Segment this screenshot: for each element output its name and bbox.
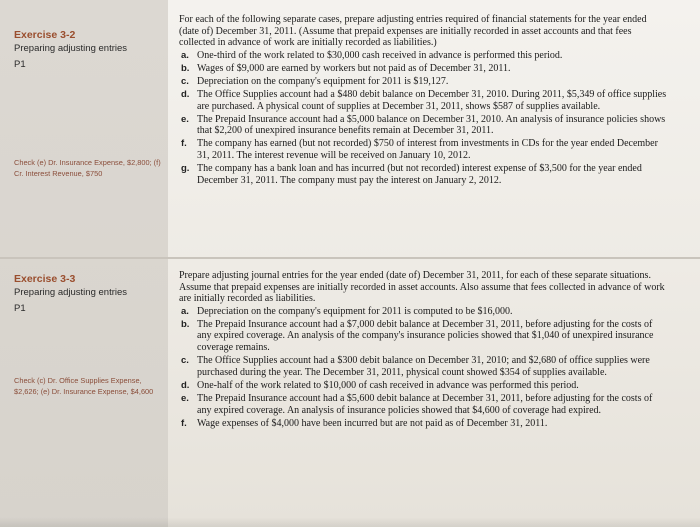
exercise-3-2-check: Check (e) Dr. Insurance Expense, $2,800; (f) Cr. Interest Revenue, $750 (14, 158, 161, 178)
item-text: One-third of the work related to $30,000 cash received in advance is performed this period. (197, 49, 563, 61)
exercise-3-3-header (14, 272, 127, 316)
page-edge-shadow (0, 517, 700, 527)
exercise-3-3-body (179, 270, 669, 431)
exercise-3-3-title: Exercise 3-3 (14, 273, 76, 285)
item-letter: f. (181, 417, 187, 429)
item-letter: g. (181, 163, 190, 175)
item-text: The Prepaid Insurance account had a $7,000 debit balance at December 31, 2011, before adjusting for the costs of any expired coverage. An analysis of the company's insurance policies showed that $1,040 of unexpired insurance coverage remains. (197, 318, 654, 354)
item-text: Wages of $9,000 are earned by workers but not paid as of December 31, 2011. (197, 62, 511, 74)
list-item (179, 319, 669, 354)
list-item (179, 76, 669, 88)
item-letter: e. (181, 392, 189, 404)
exercise-3-2-title: Exercise 3-2 (14, 29, 76, 41)
item-text: The Prepaid Insurance account had a $5,000 balance on December 31, 2010. An analysis of insurance policies shows that $2,200 of unexpired insurance benefits remain at December 31, 2011. (197, 113, 666, 137)
list-item (179, 163, 669, 186)
list-item (179, 306, 669, 318)
item-text: The Office Supplies account had a $300 debit balance on December 31, 2010; and $2,680 of office supplies were purchased during the year. The December 31, 2011, physical count showed $354 of supplies available. (197, 355, 650, 378)
item-letter: c. (181, 355, 189, 367)
item-letter: d. (181, 89, 190, 101)
item-text: One-half of the work related to $10,000 of cash received in advance was performed this period. (197, 379, 579, 391)
list-item (179, 393, 669, 416)
item-letter: a. (181, 49, 189, 61)
margin-sidebar (0, 0, 168, 527)
exercise-3-2-subtitle: Preparing adjusting entries (14, 43, 128, 54)
exercise-3-2-header (14, 28, 127, 72)
item-letter: f. (181, 138, 187, 150)
exercise-3-2-body (179, 14, 669, 188)
exercise-3-3-objective: P1 (14, 303, 26, 314)
item-text: The company has earned (but not recorded) $750 of interest from investments in CDs for the year ended December 31, 2011. The interest revenue will be received on January 10, 2012. (197, 138, 658, 162)
exercise-3-3-intro: Prepare adjusting journal entries for the year ended (date of) December 31, 2011, for each of these separate situations. Assume that prepaid expenses are initially recorded in asset accounts. Also assume that fees collected in advance of work are initially recorded as liabilities. (179, 270, 665, 305)
exercise-3-3-check: Check (c) Dr. Office Supplies Expense, $2,626; (e) Dr. Insurance Expense, $4,600 (14, 376, 154, 396)
list-item (179, 380, 669, 392)
item-text: The Prepaid Insurance account had a $5,600 debit balance at December 31, 2011, before adjusting for the costs of any expired coverage. An analysis of insurance policies showed that $4,600 of coverage had expired. (197, 392, 653, 416)
item-text: Depreciation on the company's equipment for 2011 is computed to be $16,000. (197, 305, 513, 317)
item-letter: d. (181, 379, 190, 391)
item-text: Wage expenses of $4,000 have been incurred but are not paid as of December 31, 2011. (197, 417, 548, 429)
exercise-3-3-subtitle: Preparing adjusting entries (14, 287, 128, 298)
item-text: The company has a bank loan and has incurred (but not recorded) interest expense of $3,500 for the year ended December 31, 2011. The company must pay the interest on January 2, 2012. (197, 163, 642, 186)
item-letter: e. (181, 113, 189, 125)
item-letter: c. (181, 75, 189, 87)
item-letter: b. (181, 318, 190, 330)
item-text: Depreciation on the company's equipment for 2011 is $19,127. (197, 75, 449, 87)
item-letter: b. (181, 62, 190, 74)
item-text: The Office Supplies account had a $480 debit balance on December 31, 2010. During 2011, $5,349 of office supplies are purchased. A physical count of supplies at December 31, 2011, shows $587 of supplies available. (197, 89, 667, 112)
item-letter: a. (181, 305, 189, 317)
list-item (179, 50, 669, 62)
list-item (179, 114, 669, 137)
list-item (179, 89, 669, 112)
exercise-3-2-objective: P1 (14, 59, 26, 70)
list-item (179, 63, 669, 75)
exercise-3-2-intro: For each of the following separate cases, prepare adjusting entries required of financial statements for the year ended (date of) December 31, 2011. (Assume that prepaid expenses are initially recorded in asset accounts and that fees collected in advance of work are initially recorded as liabilities.) (179, 14, 647, 49)
exercise-divider (0, 257, 700, 259)
list-item (179, 418, 669, 430)
list-item (179, 355, 669, 378)
list-item (179, 138, 669, 161)
